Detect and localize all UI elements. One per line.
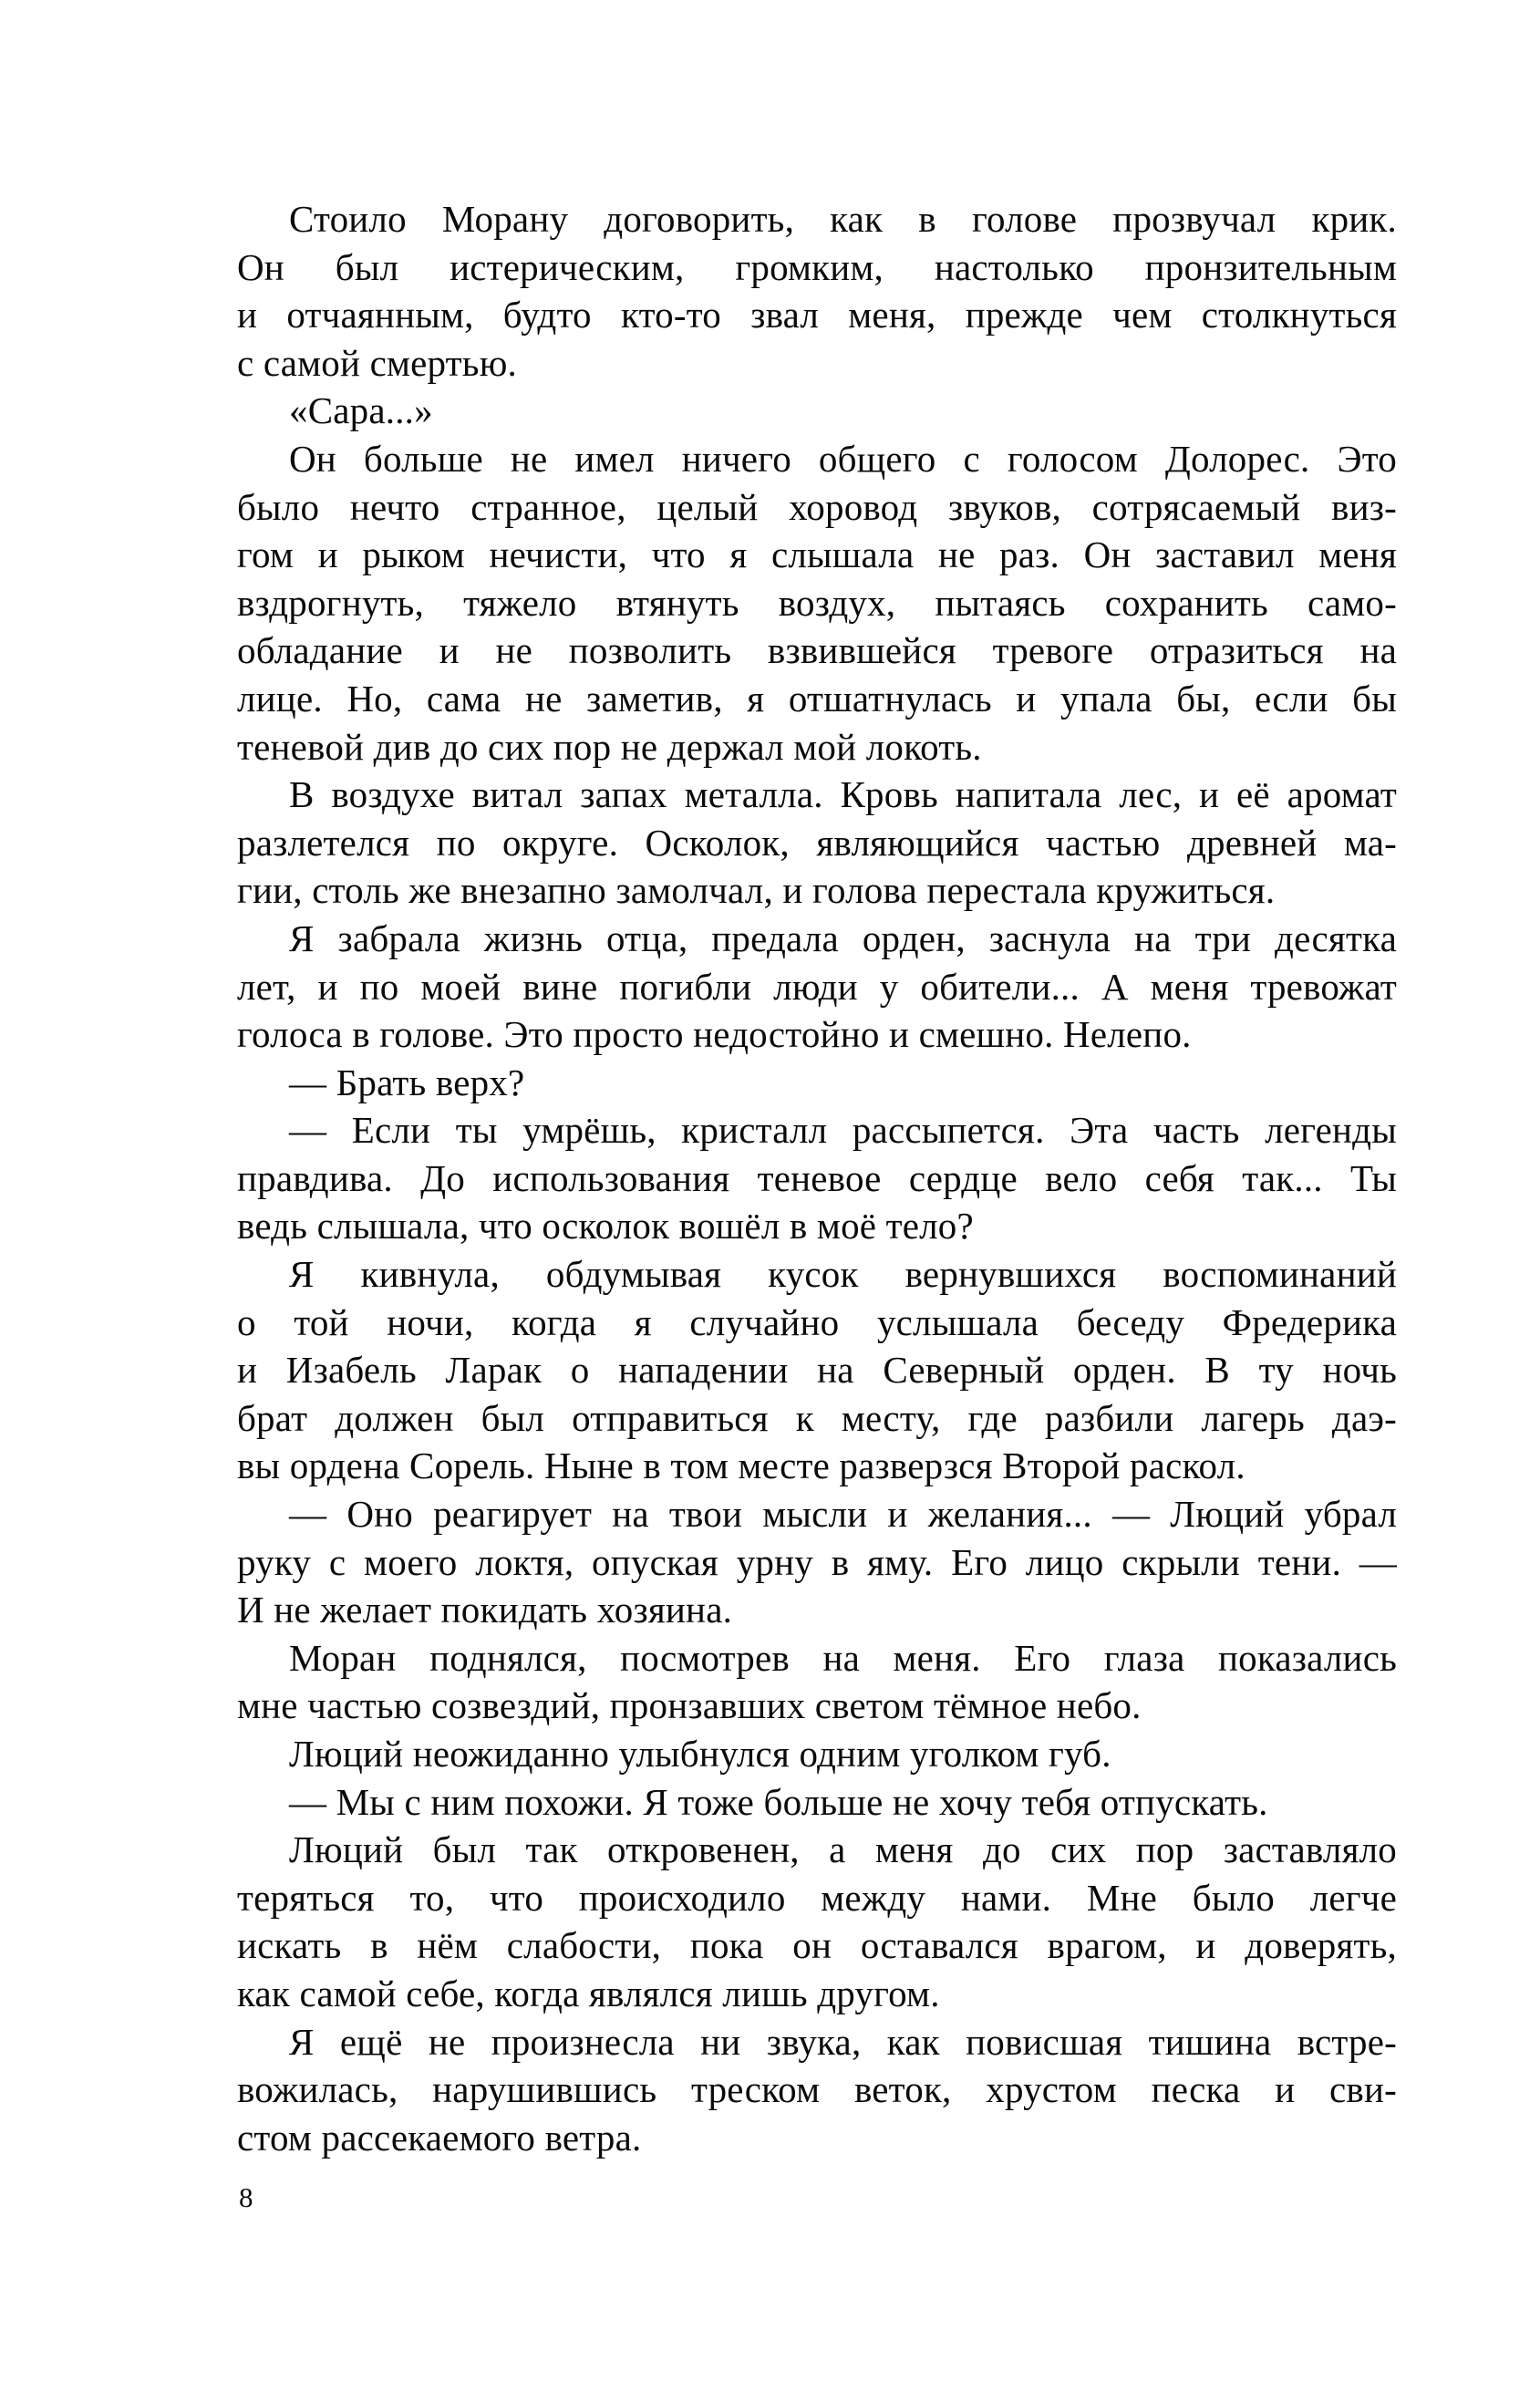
text-line: разлетелся по округе. Осколок, являющийся частью древней ма- <box>237 821 1397 864</box>
text-line: гии, столь же внезапно замолчал, и голова перестала кружиться. <box>237 869 1276 912</box>
text-line: теряться то, что происходило между нами. Мне было легче <box>237 1876 1397 1919</box>
text-line: мне частью созвездий, пронзавших светом тёмное небо. <box>237 1684 1142 1727</box>
text-line: Люций был так откровенен, а меня до сих пор заставляло <box>289 1828 1397 1871</box>
text-line: как самой себе, когда являлся лишь другом. <box>237 1972 940 2014</box>
text-line: искать в нём слабости, пока он оставался врагом, и доверять, <box>237 1924 1397 1967</box>
text-line: Моран поднялся, посмотрев на меня. Его глаза показались <box>289 1636 1397 1679</box>
text-line: И не желает покидать хозяина. <box>237 1589 733 1631</box>
text-line: лице. Но, сама не заметив, я отшатнулась и упала бы, если бы <box>237 677 1397 720</box>
paragraph <box>237 195 1397 387</box>
paragraph <box>237 1490 1397 1634</box>
paragraph <box>237 1059 1397 1107</box>
text-line: с самой смертью. <box>237 341 517 384</box>
paragraph <box>237 387 1397 435</box>
paragraph <box>237 771 1397 915</box>
text-line: Я ещё не произнесла ни звука, как повисшая тишина встре- <box>289 2020 1397 2063</box>
text-line: лет, и по моей вине погибли люди у обители... А меня тревожат <box>237 965 1397 1008</box>
paragraph <box>237 1778 1397 1827</box>
text-line: Стоило Морану договорить, как в голове прозвучал крик. <box>289 198 1397 240</box>
text-line: Он больше не имел ничего общего с голосом Долорес. Это <box>289 437 1397 480</box>
text-line: Я кивнула, обдумывая кусок вернувшихся воспоминаний <box>289 1253 1397 1296</box>
text-line: Люций неожиданно улыбнулся одним уголком губ. <box>289 1733 1111 1775</box>
text-line: гом и рыком нечисти, что я слышала не раз. Он заставил меня <box>237 533 1397 576</box>
text-line: В воздухе витал запах металла. Кровь напитала лес, и её аромат <box>289 773 1397 816</box>
text-line: голоса в голове. Это просто недостойно и смешно. Нелепо. <box>237 1013 1192 1056</box>
paragraph <box>237 1826 1397 2017</box>
page-number: 8 <box>239 2181 253 2213</box>
text-line: брат должен был отправиться к месту, где разбили лагерь даэ- <box>237 1396 1397 1439</box>
text-line: и Изабель Ларак о нападении на Северный орден. В ту ночь <box>237 1349 1397 1392</box>
text-line: о той ночи, когда я случайно услышала беседу Фредерика <box>237 1300 1397 1343</box>
paragraph <box>237 1250 1397 1490</box>
text-line: правдива. До использования теневое сердце вело себя так... Ты <box>237 1156 1397 1199</box>
paragraph <box>237 1730 1397 1778</box>
text-line: вожилась, нарушившись треском веток, хрустом песка и сви- <box>237 2068 1397 2111</box>
paragraph <box>237 435 1397 771</box>
text-line: ведь слышала, что осколок вошёл в моё тело? <box>237 1205 974 1248</box>
paragraph <box>237 1106 1397 1250</box>
text-line: «Сара...» <box>289 389 433 432</box>
text-line: было нечто странное, целый хоровод звуков, сотрясаемый виз- <box>237 485 1397 528</box>
text-line: стом рассекаемого ветра. <box>237 2116 642 2159</box>
text-line: руку с моего локтя, опуская урну в яму. Его лицо скрыли тени. — <box>237 1540 1397 1583</box>
text-line: вздрогнуть, тяжело втянуть воздух, пытаясь сохранить само- <box>237 581 1397 624</box>
text-line: — Брать верх? <box>289 1061 525 1103</box>
text-line: Я забрала жизнь отца, предала орден, заснула на три десятка <box>289 916 1397 959</box>
text-line: — Мы с ним похожи. Я тоже больше не хочу тебя отпускать. <box>289 1780 1268 1823</box>
paragraph <box>237 915 1397 1059</box>
paragraph <box>237 1634 1397 1730</box>
text-line: вы ордена Сорель. Ныне в том месте разверзся Второй раскол. <box>237 1445 1245 1487</box>
paragraph <box>237 2018 1397 2162</box>
text-line: — Если ты умрёшь, кристалл рассыпется. Эта часть легенды <box>289 1109 1397 1152</box>
text-line: обладание и не позволить взвившейся тревоге отразиться на <box>237 629 1397 672</box>
text-line: теневой див до сих пор не держал мой локоть. <box>237 725 982 768</box>
text-line: Он был истерическим, громким, настолько пронзительным <box>237 245 1397 288</box>
page-text <box>237 195 1397 2161</box>
text-line: и отчаянным, будто кто-то звал меня, прежде чем столкнуться <box>237 294 1397 337</box>
text-line: — Оно реагирует на твои мысли и желания... — Люций убрал <box>289 1493 1397 1536</box>
